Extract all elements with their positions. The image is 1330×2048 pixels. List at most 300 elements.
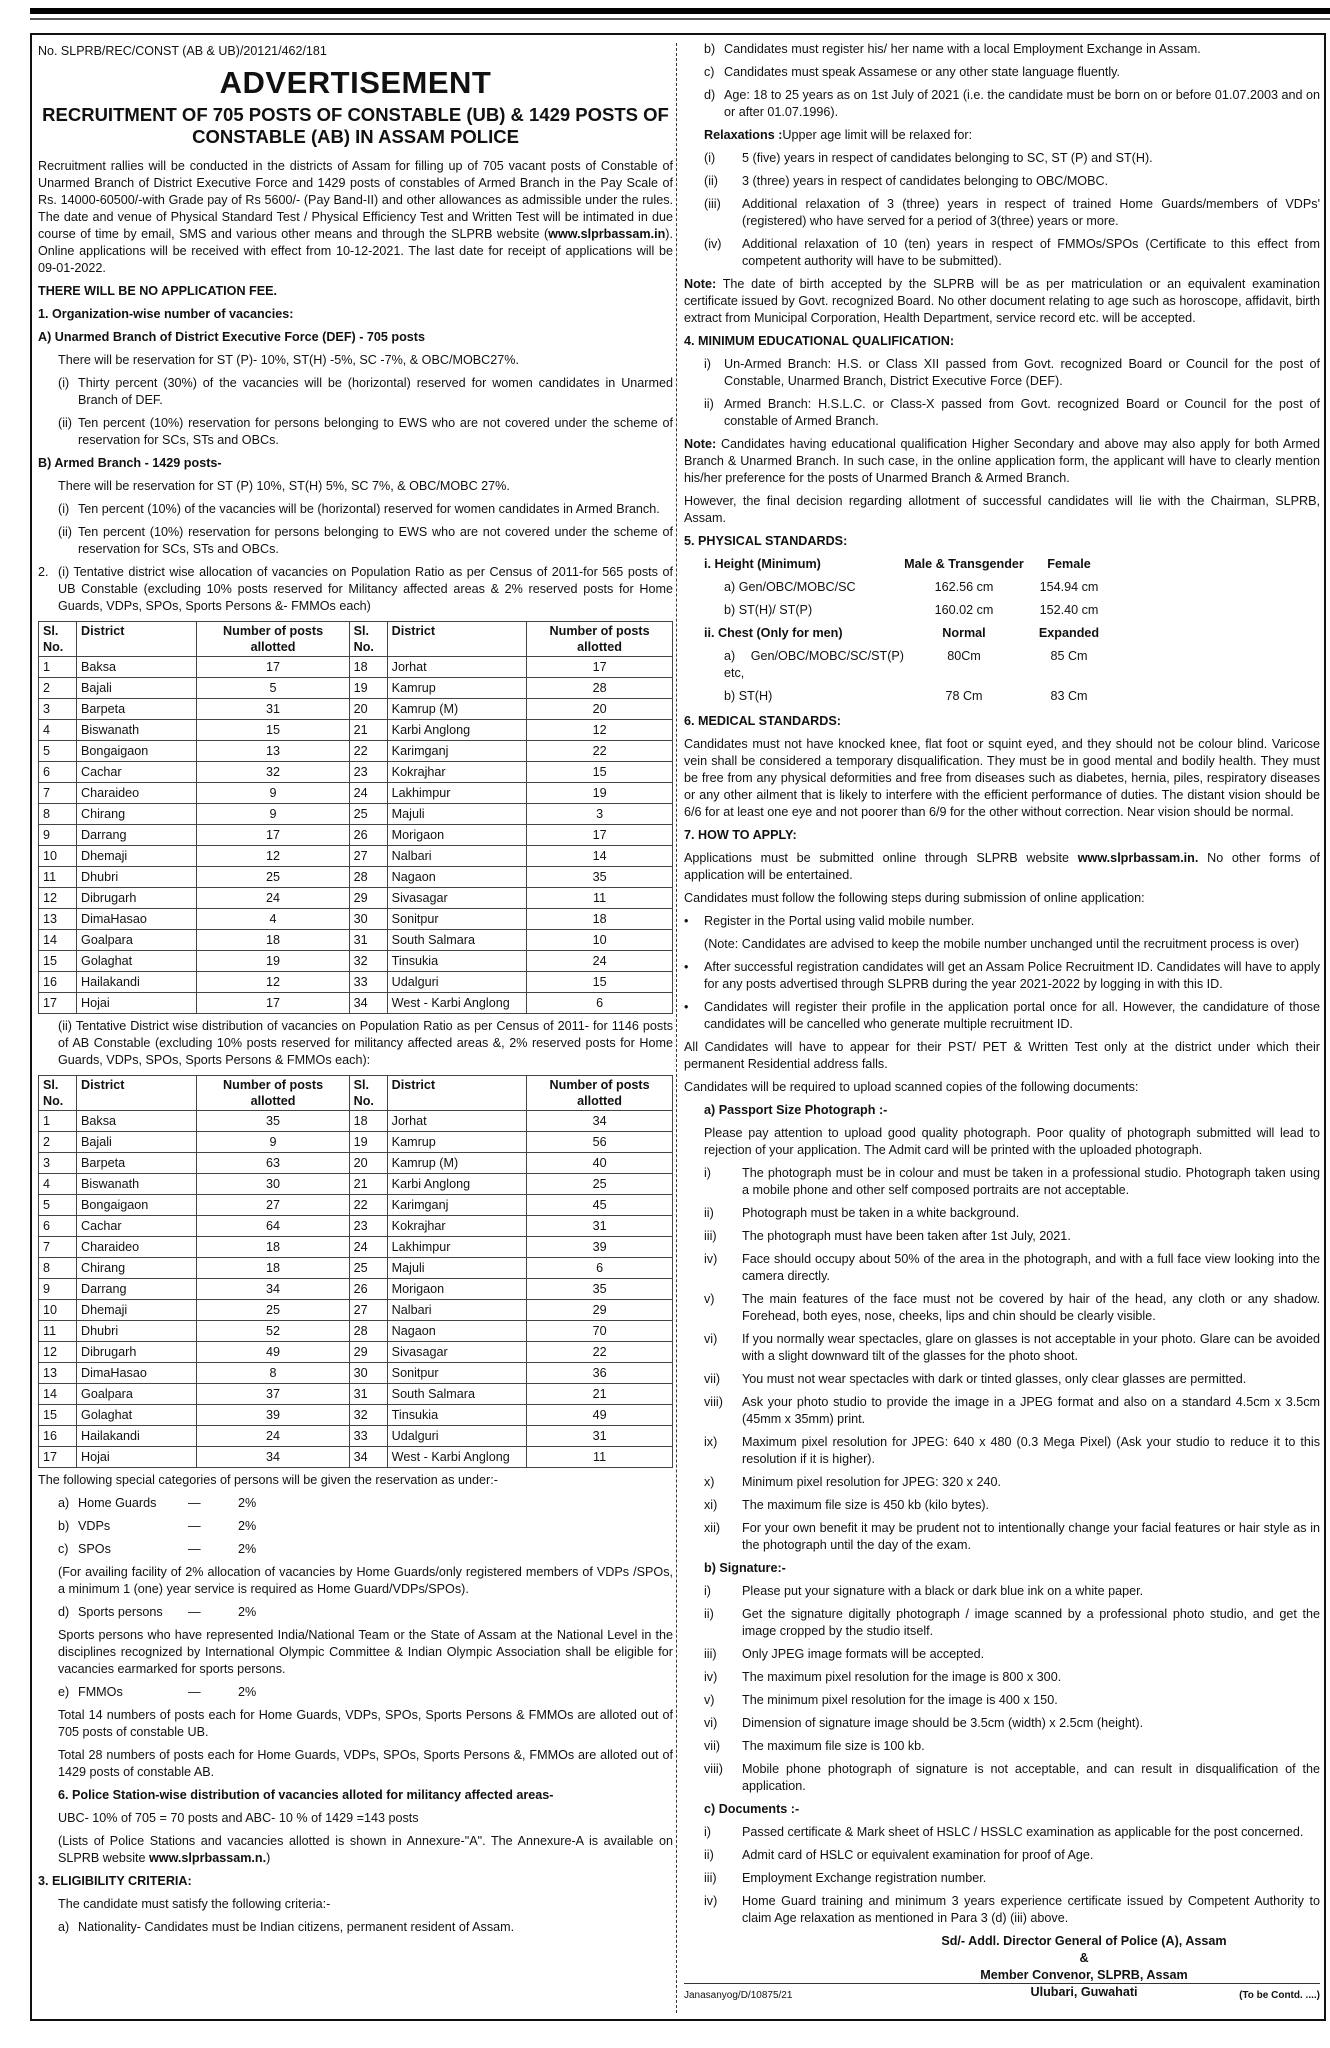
posts-cell: 35 (527, 1279, 673, 1300)
posts-cell: 70 (527, 1321, 673, 1342)
posts-cell: 12 (197, 846, 349, 867)
district-cell: West - Karbi Anglong (387, 993, 526, 1014)
annexure-link[interactable]: www.slprbassam.n. (149, 1851, 267, 1865)
posts-cell: 35 (527, 867, 673, 888)
district-cell: Chirang (77, 1258, 197, 1279)
district-cell: Tinsukia (387, 1405, 526, 1426)
photo-heading: a) Passport Size Photograph :- (704, 1103, 888, 1117)
district-cell: Karbi Anglong (387, 720, 526, 741)
district-cell: Morigaon (387, 1279, 526, 1300)
chest-category: a) Gen/OBC/MOBC/SC/ST(P) etc, (724, 649, 904, 680)
posts-cell: 49 (197, 1342, 349, 1363)
district-cell: Charaideo (77, 1237, 197, 1258)
photo-requirement: v) The main features of the face must not be covered by hair of the head, any cloth or any shadow. Forehead, both eyes, nose, cheeks, lips and chin should be clearly visible. (704, 1292, 1320, 1323)
posts-cell: 17 (527, 657, 673, 678)
posts-cell: 18 (197, 930, 349, 951)
sl-no-cell: 21 (349, 1174, 387, 1195)
sl-no-cell: 32 (349, 951, 387, 972)
table-row (39, 1447, 673, 1468)
column-header-district: District (77, 1076, 197, 1111)
district-cell: Golaghat (77, 1405, 197, 1426)
sl-no-cell: 27 (349, 1300, 387, 1321)
height-female-value: 152.40 cm (1039, 603, 1099, 617)
relaxation-item: (ii) 3 (three) years in respect of candidates belonging to OBC/MOBC. (704, 174, 1109, 188)
district-cell: Karimganj (387, 741, 526, 762)
chest-label: ii. Chest (Only for men) (704, 626, 843, 640)
posts-cell: 35 (197, 1111, 349, 1132)
intro-paragraph: Recruitment rallies will be conducted in the districts of Assam for filling up of 705 vacant posts of Constable of Unarmed Branch of District Executive Force and 1429 posts of constables of Armed Branch in the Pay Scale of Rs. 14000-60500/-with Grade pay of Rs 5600/- (Pay Band-II) and other allowances as admissible under the rules. The date and venue of Physical Standard Test / Physical Efficiency Test and Written Test will be intimated in due course of time by email, SMS and various other means and through the SLPRB website (www.slprbassam.in). Online applications will be received with effect from 10-12-2021. The last date for receipt of applications will be 09-01-2022. (38, 159, 673, 275)
signature-requirement: vii) The maximum file size is 100 kb. (704, 1739, 925, 1753)
table-row (39, 804, 673, 825)
column-header-district: District (77, 622, 197, 657)
document-requirement: iii) Employment Exchange registration number. (704, 1871, 987, 1885)
apply-website-link[interactable]: www.slprbassam.in. (1077, 851, 1199, 865)
posts-cell: 12 (527, 720, 673, 741)
page-title: ADVERTISEMENT (219, 65, 492, 100)
posts-cell: 9 (197, 783, 349, 804)
sl-no-cell: 9 (39, 1279, 77, 1300)
ab-table-intro: (ii) Tentative District wise distribution of vacancies on Population Ratio as per Census of 2011- for 1146 posts of AB Constable (excluding 10% posts reserved for militancy affected areas &, 2% reserved posts for Home Guards, VDPs, SPOs, Sports Persons & FMMOs each): (58, 1019, 673, 1067)
district-cell: Bongaigaon (77, 741, 197, 762)
table-row (39, 1258, 673, 1279)
home-guard-note: (For availing facility of 2% allocation of vacancies by Home Guards/only registered members of VDPs /SPOs, a minimum 1 (one) year service is required as Home Guard/VDPs/SPOs). (58, 1565, 673, 1596)
eligibility-intro: The candidate must satisfy the following criteria:- (58, 1897, 331, 1911)
district-cell: Nalbari (387, 846, 526, 867)
unarmed-branch-heading: A) Unarmed Branch of District Executive Force (DEF) - 705 posts (38, 330, 425, 344)
height-male-value: 160.02 cm (934, 603, 994, 617)
section5-heading: 5. PHYSICAL STANDARDS: (684, 534, 848, 548)
sl-no-cell: 28 (349, 867, 387, 888)
sl-no-cell: 29 (349, 1342, 387, 1363)
sl-no-cell: 32 (349, 1405, 387, 1426)
district-cell: Nagaon (387, 1321, 526, 1342)
sports-note: Sports persons who have represented India/National Team or the State of Assam at the National Level in the disciplines recognized by International Olympic Committee & Indian Olympic Association shall be eligible for vacancies earmarked for sports persons. (58, 1628, 673, 1676)
posts-cell: 21 (527, 1384, 673, 1405)
sl-no-cell: 7 (39, 783, 77, 804)
district-cell: Hojai (77, 1447, 197, 1468)
sl-no-cell: 11 (39, 1321, 77, 1342)
column-header-sl: Sl. No. (349, 1076, 387, 1111)
posts-cell: 15 (527, 972, 673, 993)
sl-no-cell: 34 (349, 1447, 387, 1468)
chest-col-normal: Normal (942, 626, 986, 640)
posts-cell: 34 (527, 1111, 673, 1132)
district-cell: Sonitpur (387, 1363, 526, 1384)
district-cell: Baksa (77, 1111, 197, 1132)
bullet-icon: • (684, 914, 689, 928)
posts-cell: 39 (197, 1405, 349, 1426)
sl-no-cell: 16 (39, 1426, 77, 1447)
sl-no-cell: 23 (349, 1216, 387, 1237)
sl-no-cell: 22 (349, 1195, 387, 1216)
eligibility-item: c) Candidates must speak Assamese or any other state language fluently. (704, 65, 1121, 79)
sl-no-cell: 19 (349, 1132, 387, 1153)
district-cell: Majuli (387, 804, 526, 825)
document-requirement: ii) Admit card of HSLC or equivalent examination for proof of Age. (704, 1848, 1094, 1862)
website-link[interactable]: www.slprbassam.in (548, 227, 666, 241)
column-header-sl: Sl. No. (39, 1076, 77, 1111)
district-cell: Dhemaji (77, 1300, 197, 1321)
sl-no-cell: 3 (39, 699, 77, 720)
right-column (684, 41, 1320, 2001)
district-cell: Dhemaji (77, 846, 197, 867)
column-header-district: District (387, 1076, 526, 1111)
district-cell: Dhubri (77, 867, 197, 888)
annexure-note: (Lists of Police Stations and vacancies allotted is shown in Annexure-"A". The Annexure-A is available on SLPRB website www.slprbassam.n.) (58, 1834, 673, 1865)
district-cell: Kamrup (387, 1132, 526, 1153)
signature-requirement: v) The minimum pixel resolution for the image is 400 x 150. (704, 1693, 1058, 1707)
posts-cell: 24 (197, 888, 349, 909)
posts-cell: 18 (527, 909, 673, 930)
eligibility-item: b) Candidates must register his/ her name with a local Employment Exchange in Assam. (704, 42, 1201, 56)
special-categories-intro: The following special categories of persons will be given the reservation as under:- (38, 1473, 498, 1487)
district-cell: Nagaon (387, 867, 526, 888)
posts-cell: 13 (197, 741, 349, 762)
district-cell: Cachar (77, 762, 197, 783)
eligibility-item: d) Age: 18 to 25 years as on 1st July of 2021 (i.e. the candidate must be born on or before 01.07.2003 and on or after 01.07.1996). (704, 88, 1320, 119)
sl-no-cell: 7 (39, 1237, 77, 1258)
district-cell: Cachar (77, 1216, 197, 1237)
district-note: All Candidates will have to appear for their PST/ PET & Written Test only at the district under which their permanent Residential address falls. (684, 1040, 1320, 1071)
reservation-item: (i) Thirty percent (30%) of the vacancies will be (horizontal) reserved for women candidates in Unarmed Branch of DEF. (58, 376, 673, 407)
posts-cell: 34 (197, 1447, 349, 1468)
sl-no-cell: 30 (349, 1363, 387, 1384)
total-ab-note: Total 28 numbers of posts each for Home Guards, VDPs, SPOs, Sports Persons &, FMMOs are alloted out of 1429 posts of constable AB. (58, 1748, 673, 1779)
table-row (39, 846, 673, 867)
reservation-item: (ii) Ten percent (10%) reservation for persons belonging to EWS who are not covered under the scheme of reservation for SCs, STs and OBCs. (58, 525, 673, 556)
district-cell: Dibrugarh (77, 1342, 197, 1363)
posts-cell: 40 (527, 1153, 673, 1174)
no-fee-notice: THERE WILL BE NO APPLICATION FEE. (38, 284, 278, 298)
district-cell: Jorhat (387, 657, 526, 678)
sl-no-cell: 10 (39, 1300, 77, 1321)
reference-number: No. SLPRB/REC/CONST (AB & UB)/20121/462/181 (38, 44, 327, 58)
top-thin-rule (30, 18, 1330, 20)
posts-cell: 11 (527, 888, 673, 909)
posts-cell: 17 (527, 825, 673, 846)
table-header-row (39, 1076, 673, 1111)
district-cell: Hailakandi (77, 1426, 197, 1447)
dob-note: Note: The date of birth accepted by the SLPRB will be as per matriculation or an equivalent examination certificate issued by Govt. recognized Board. No other document relating to age such as horoscope, affidavit, birth extract from Municipal Corporation, Health Department, service record etc. will be accepted. (684, 277, 1320, 325)
posts-cell: 3 (527, 804, 673, 825)
final-decision-note: However, the final decision regarding allotment of successful candidates will lie with the Chairman, SLPRB, Assam. (684, 494, 1320, 525)
posts-cell: 39 (527, 1237, 673, 1258)
table-row (39, 762, 673, 783)
table-row (39, 1300, 673, 1321)
sl-no-cell: 21 (349, 720, 387, 741)
district-cell: Chirang (77, 804, 197, 825)
sl-no-cell: 10 (39, 846, 77, 867)
posts-cell: 18 (197, 1237, 349, 1258)
table-row (39, 867, 673, 888)
photo-requirement: xii) For your own benefit it may be prudent not to intentionally change your facial features or hair style as in the photograph until the day of the exam. (704, 1521, 1320, 1552)
district-cell: Hojai (77, 993, 197, 1014)
special-category: c) SPOs — 2% (58, 1542, 257, 1556)
posts-cell: 22 (527, 1342, 673, 1363)
mobile-note: (Note: Candidates are advised to keep the mobile number unchanged until the recruitment process is over) (704, 937, 1300, 951)
district-cell: South Salmara (387, 1384, 526, 1405)
chest-col-expanded: Expanded (1038, 626, 1100, 640)
photo-requirement: xi) The maximum file size is 450 kb (kilo bytes). (704, 1498, 990, 1512)
posts-cell: 12 (197, 972, 349, 993)
table-row (39, 1426, 673, 1447)
table-row (39, 1384, 673, 1405)
signatory-block: Sd/- Addl. Director General of Police (A), Assam & Member Convenor, SLPRB, Assam Ulubari, Guwahati (941, 1934, 1227, 1999)
posts-cell: 9 (197, 1132, 349, 1153)
sl-no-cell: 20 (349, 1153, 387, 1174)
left-column (38, 35, 673, 1942)
relaxation-item: (i) 5 (five) years in respect of candidates belonging to SC, ST (P) and ST(H). (704, 151, 1153, 165)
district-cell: Kokrajhar (387, 762, 526, 783)
posts-cell: 20 (527, 699, 673, 720)
section6-heading: 6. MEDICAL STANDARDS: (684, 714, 841, 728)
photo-requirement: iv) Face should occupy about 50% of the area in the photograph, and with a full face view looking into the camera directly. (704, 1252, 1320, 1283)
table-row (39, 741, 673, 762)
table-row (39, 825, 673, 846)
height-female-value: 154.94 cm (1039, 580, 1099, 594)
application-step: • Candidates will register their profile in the application portal once for all. However, the candidature of those candidates will be cancelled who generate multiple recruitment ID. (684, 1000, 1320, 1031)
district-cell: Barpeta (77, 1153, 197, 1174)
district-cell: Tinsukia (387, 951, 526, 972)
release-code: Janasanyog/D/10875/21 (684, 1990, 793, 2001)
table-row (39, 1342, 673, 1363)
physical-standards-grid (684, 556, 1320, 705)
district-cell: DimaHasao (77, 1363, 197, 1384)
sl-no-cell: 31 (349, 930, 387, 951)
sl-no-cell: 24 (349, 783, 387, 804)
sl-no-cell: 27 (349, 846, 387, 867)
posts-cell: 8 (197, 1363, 349, 1384)
posts-cell: 28 (527, 678, 673, 699)
district-cell: Darrang (77, 825, 197, 846)
armed-reservation: There will be reservation for ST (P) 10%, ST(H) 5%, SC 7%, & OBC/MOBC 27%. (58, 479, 510, 493)
sl-no-cell: 4 (39, 1174, 77, 1195)
signature-heading: b) Signature:- (704, 1561, 786, 1575)
table-row (39, 1405, 673, 1426)
sl-no-cell: 14 (39, 930, 77, 951)
sl-no-cell: 5 (39, 741, 77, 762)
table-row (39, 1111, 673, 1132)
sl-no-cell: 30 (349, 909, 387, 930)
ab-district-table (38, 1075, 673, 1468)
district-cell: Lakhimpur (387, 1237, 526, 1258)
district-cell: DimaHasao (77, 909, 197, 930)
sl-no-cell: 17 (39, 1447, 77, 1468)
sl-no-cell: 33 (349, 1426, 387, 1447)
posts-cell: 25 (527, 1174, 673, 1195)
district-cell: Karbi Anglong (387, 1174, 526, 1195)
district-cell: Biswanath (77, 1174, 197, 1195)
table-row (39, 1279, 673, 1300)
chest-category: b) ST(H) (724, 689, 773, 703)
sl-no-cell: 31 (349, 1384, 387, 1405)
district-cell: Nalbari (387, 1300, 526, 1321)
photo-requirement: iii) The photograph must have been taken after 1st July, 2021. (704, 1229, 1071, 1243)
ub-district-table (38, 621, 673, 1014)
height-label: i. Height (Minimum) (704, 557, 821, 571)
signature-requirement: iii) Only JPEG image formats will be accepted. (704, 1647, 985, 1661)
district-cell: Sivasagar (387, 1342, 526, 1363)
column-divider (676, 43, 677, 2013)
table-header-row (39, 622, 673, 657)
sl-no-cell: 11 (39, 867, 77, 888)
posts-cell: 17 (197, 993, 349, 1014)
posts-cell: 63 (197, 1153, 349, 1174)
height-col-male: Male & Transgender (904, 557, 1024, 571)
posts-cell: 29 (527, 1300, 673, 1321)
education-note: Note: Candidates having educational qualification Higher Secondary and above may also apply for both Armed Branch & Unarmed Branch. In such case, in the online application form, the applicant will have to clearly mention his/her preference for the posts of Unarmed Branch & Armed Branch. (684, 437, 1320, 485)
photo-requirement: ix) Maximum pixel resolution for JPEG: 640 x 480 (0.3 Mega Pixel) (Ask your studio to reduce it to this resolution if it is higher). (704, 1435, 1320, 1466)
district-cell: West - Karbi Anglong (387, 1447, 526, 1468)
sl-no-cell: 5 (39, 1195, 77, 1216)
posts-cell: 27 (197, 1195, 349, 1216)
ub-table-intro: 2. (i) Tentative district wise allocation of vacancies on Population Ratio as per Census of 2011-for 565 posts of UB Constable (excluding 10% posts reserved for Militancy affected areas & 2% reserved posts for Home Guards, VDPs, SPOs, Sports Persons &- FMMOs each) (38, 565, 673, 613)
sl-no-cell: 2 (39, 1132, 77, 1153)
apply-online-text: Applications must be submitted online through SLPRB website www.slprbassam.in. No other forms of application will be entertained. (684, 851, 1320, 882)
signature-requirement: iv) The maximum pixel resolution for the image is 800 x 300. (704, 1670, 1062, 1684)
posts-cell: 4 (197, 909, 349, 930)
posts-cell: 19 (197, 951, 349, 972)
sl-no-cell: 12 (39, 1342, 77, 1363)
bullet-icon: • (684, 1000, 689, 1014)
district-cell: Udalguri (387, 972, 526, 993)
to-be-continued: (To be Contd. ....) (1239, 1990, 1320, 2001)
district-cell: Goalpara (77, 930, 197, 951)
photo-requirement: vii) You must not wear spectacles with dark or tinted glasses, only clear glasses are permitted. (704, 1372, 1247, 1386)
posts-cell: 9 (197, 804, 349, 825)
column-header-sl: Sl. No. (349, 622, 387, 657)
relaxation-item: (iv) Additional relaxation of 10 (ten) years in respect of FMMOs/SPOs (Certificate to this effect from competent authority will have to be submitted). (704, 237, 1320, 268)
posts-cell: 56 (527, 1132, 673, 1153)
posts-cell: 49 (527, 1405, 673, 1426)
district-cell: Darrang (77, 1279, 197, 1300)
sl-no-cell: 22 (349, 741, 387, 762)
table-row (39, 1174, 673, 1195)
sl-no-cell: 16 (39, 972, 77, 993)
sl-no-cell: 8 (39, 804, 77, 825)
table-row (39, 657, 673, 678)
sl-no-cell: 19 (349, 678, 387, 699)
posts-cell: 24 (197, 1426, 349, 1447)
advertisement-frame (30, 33, 1326, 2021)
sl-no-cell: 6 (39, 762, 77, 783)
table-row (39, 783, 673, 804)
posts-cell: 6 (527, 1258, 673, 1279)
district-cell: Morigaon (387, 825, 526, 846)
unarmed-reservation: There will be reservation for ST (P)- 10%, ST(H) -5%, SC -7%, & OBC/MOBC27%. (58, 353, 519, 367)
signature-requirement: vi) Dimension of signature image should be 3.5cm (width) x 2.5cm (height). (704, 1716, 1144, 1730)
section7-heading: 7. HOW TO APPLY: (684, 828, 797, 842)
upload-intro: Candidates will be required to upload scanned copies of the following documents: (684, 1080, 1139, 1094)
district-cell: Majuli (387, 1258, 526, 1279)
sl-no-cell: 8 (39, 1258, 77, 1279)
posts-cell: 22 (527, 741, 673, 762)
height-col-female: Female (1047, 557, 1091, 571)
posts-cell: 45 (527, 1195, 673, 1216)
photo-requirement: vi) If you normally wear spectacles, glare on glasses is not acceptable in your photo. Glare can be avoided with a slight downward tilt of the glasses for the photo shoot. (704, 1332, 1320, 1363)
posts-cell: 37 (197, 1384, 349, 1405)
district-cell: Bajali (77, 678, 197, 699)
sl-no-cell: 26 (349, 1279, 387, 1300)
section1-heading: 1. Organization-wise number of vacancies: (38, 307, 294, 321)
reservation-item: (i) Ten percent (10%) of the vacancies will be (horizontal) reserved for women candidates in Armed Branch. (58, 502, 660, 516)
medical-standards-text: Candidates must not have knocked knee, flat foot or squint eyed, and they should not be colour blind. Varicose vein shall be considered a temporary disqualification. They must be in good mental and bodily health. They must be free from any physical deformities and free from diseases such as diabetes, hernia, piles, respiratory diseases or any other ailment that is likely to interfere with the efficient performance of duties. The distant vision should be 6/6 for at least one eye and not poorer than 6/9 for the other without correction. Near vision should be normal. (684, 737, 1320, 819)
posts-cell: 31 (527, 1216, 673, 1237)
table-row (39, 1363, 673, 1384)
posts-cell: 19 (527, 783, 673, 804)
section3-heading: 3. ELIGIBILITY CRITERIA: (38, 1874, 192, 1888)
table-row (39, 1237, 673, 1258)
column-header-posts: Number of posts allotted (527, 622, 673, 657)
district-cell: Barpeta (77, 699, 197, 720)
table-row (39, 888, 673, 909)
posts-cell: 25 (197, 867, 349, 888)
relaxation-item: (iii) Additional relaxation of 3 (three) years in respect of trained Home Guards/members of VDPs' (registered) who have served for a period of 3(three) years or more. (704, 197, 1320, 228)
posts-cell: 24 (527, 951, 673, 972)
table-row (39, 1321, 673, 1342)
sl-no-cell: 24 (349, 1237, 387, 1258)
district-cell: South Salmara (387, 930, 526, 951)
table-row (39, 699, 673, 720)
district-cell: Jorhat (387, 1111, 526, 1132)
district-cell: Kamrup (387, 678, 526, 699)
photo-intro: Please pay attention to upload good quality photograph. Poor quality of photograph submitted will lead to rejection of your application. The Admit card will be printed with the uploaded photograph. (704, 1126, 1320, 1157)
qualification-item: ii) Armed Branch: H.S.L.C. or Class-X passed from Govt. recognized Board or Council for the post of constable of Armed Branch. (704, 397, 1320, 428)
armed-branch-heading: B) Armed Branch - 1429 posts- (38, 456, 222, 470)
posts-cell: 25 (197, 1300, 349, 1321)
district-cell: Dibrugarh (77, 888, 197, 909)
sl-no-cell: 2 (39, 678, 77, 699)
district-cell: Goalpara (77, 1384, 197, 1405)
application-step: • After successful registration candidates will get an Assam Police Recruitment ID. Candidates will have to apply for any posts advertised through SLPRB during the year 2021-2022 by logging in with this ID. (684, 960, 1320, 991)
column-header-posts: Number of posts allotted (197, 1076, 349, 1111)
column-header-district: District (387, 622, 526, 657)
document-requirement: i) Passed certificate & Mark sheet of HSLC / HSSLC examination as applicable for the post concerned. (704, 1825, 1304, 1839)
table-row (39, 930, 673, 951)
district-cell: Kamrup (M) (387, 1153, 526, 1174)
district-cell: Golaghat (77, 951, 197, 972)
chest-normal-value: 80Cm (947, 649, 981, 663)
sl-no-cell: 17 (39, 993, 77, 1014)
posts-cell: 31 (197, 699, 349, 720)
sl-no-cell: 33 (349, 972, 387, 993)
signature-requirement: viii) Mobile phone photograph of signature is not acceptable, and can result in disqualification of the application. (704, 1762, 1320, 1793)
table-row (39, 1153, 673, 1174)
posts-cell: 30 (197, 1174, 349, 1195)
eligibility-item: a) Nationality- Candidates must be Indian citizens, permanent resident of Assam. (58, 1920, 515, 1934)
photo-requirement: ii) Photograph must be taken in a white background. (704, 1206, 1020, 1220)
table-row (39, 720, 673, 741)
table-row (39, 972, 673, 993)
chest-normal-value: 78 Cm (945, 689, 983, 703)
posts-cell: 15 (197, 720, 349, 741)
posts-cell: 32 (197, 762, 349, 783)
special-category: e) FMMOs — 2% (58, 1685, 257, 1699)
total-ub-note: Total 14 numbers of posts each for Home Guards, VDPs, SPOs, Sports Persons & FMMOs are alloted out of 705 posts of constable UB. (58, 1708, 673, 1739)
district-cell: Charaideo (77, 783, 197, 804)
district-cell: Baksa (77, 657, 197, 678)
photo-requirement: viii) Ask your photo studio to provide the image in a JPEG format and also on a standard 4.5cm x 3.5cm (45mm x 35mm) print. (704, 1395, 1320, 1426)
sl-no-cell: 3 (39, 1153, 77, 1174)
posts-cell: 15 (527, 762, 673, 783)
sl-no-cell: 4 (39, 720, 77, 741)
column-header-sl: Sl. No. (39, 622, 77, 657)
sl-no-cell: 20 (349, 699, 387, 720)
documents-heading: c) Documents :- (704, 1802, 800, 1816)
sl-no-cell: 6 (39, 1216, 77, 1237)
steps-intro: Candidates must follow the following steps during submission of online application: (684, 891, 1145, 905)
posts-cell: 34 (197, 1279, 349, 1300)
